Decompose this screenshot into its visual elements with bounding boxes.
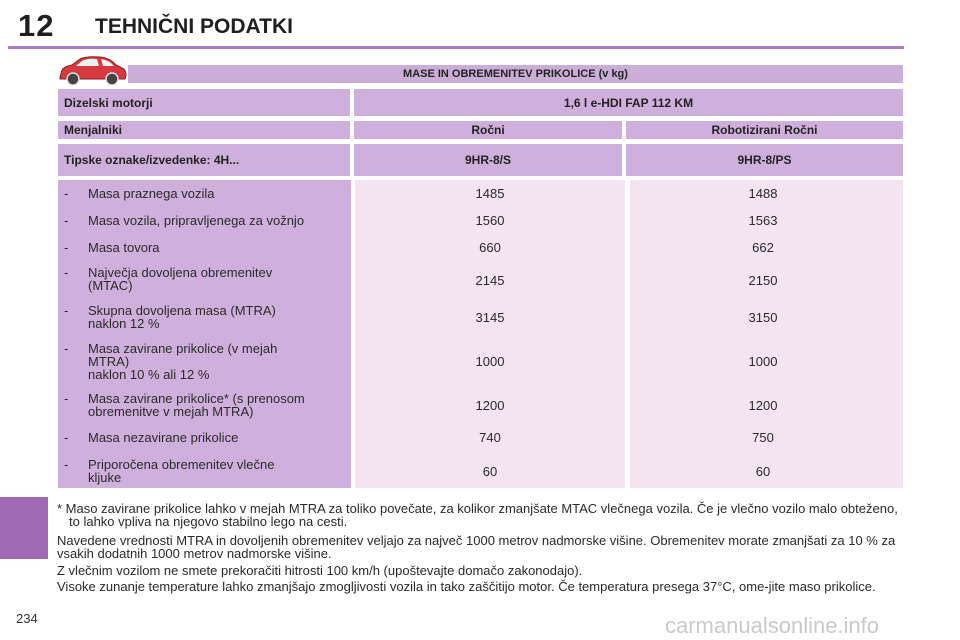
value-cell: 750 xyxy=(752,430,774,445)
list-item: - Masa zavirane prikolice (v mejah MTRA) naklon 10 % ali 12 % xyxy=(64,341,278,382)
mass-labels-column xyxy=(58,180,351,488)
car-icon xyxy=(56,55,128,87)
value-cell: 1560 xyxy=(475,213,505,228)
value-cell: 3145 xyxy=(475,310,505,325)
list-item: - Masa praznega vozila xyxy=(64,186,215,201)
list-item: - Največja dovoljena obremenitev (MTAC) xyxy=(64,265,273,293)
value-cell: 740 xyxy=(479,430,501,445)
gearbox-row xyxy=(58,121,903,139)
engine-row-value: 1,6 l e-HDI FAP 112 KM xyxy=(354,89,903,116)
value-cell: 60 xyxy=(755,464,771,479)
list-item: - Masa tovora xyxy=(64,240,160,255)
value-cell: 1200 xyxy=(748,398,778,413)
value-cell: 662 xyxy=(752,240,774,255)
value-cell: 1200 xyxy=(475,398,505,413)
gearbox-col1: Ročni xyxy=(354,121,622,139)
paragraph-altitude: Navedene vrednosti MTRA in dovoljenih obremenitev veljajo za največ 1000 metrov nadmorske višine. Obremenitev morate zmanjšati za 10 % za vsakih dodatnih 1000 metrov nadmorske višine. xyxy=(57,533,896,561)
chapter-title: TEHNIČNI PODATKI xyxy=(95,15,293,38)
chapter-side-tab xyxy=(0,497,48,559)
list-item: - Masa nezavirane prikolice xyxy=(64,430,239,445)
type-col1: 9HR-8/S xyxy=(354,144,622,176)
mass-values-area xyxy=(355,180,903,488)
paragraph-speed: Z vlečnim vozilom ne smete prekoračiti hitrosti 100 km/h (upoštevajte domačo zakonodajo). xyxy=(57,563,583,578)
value-cell: 2150 xyxy=(748,273,778,288)
page-number: 234 xyxy=(16,611,38,626)
list-item: - Masa vozila, pripravljenega za vožnjo xyxy=(64,213,305,228)
engine-row-label: Dizelski motorji xyxy=(58,89,350,116)
mass-table-body xyxy=(58,180,903,488)
value-cell: 1000 xyxy=(475,354,505,369)
engine-row xyxy=(58,89,903,116)
gearbox-col2: Robotizirani Ročni xyxy=(626,121,903,139)
value-cell: 1488 xyxy=(748,186,778,201)
value-cell: 1000 xyxy=(748,354,778,369)
list-item: - Priporočena obremenitev vlečne kljuke xyxy=(64,457,275,485)
table-caption: MASE IN OBREMENITEV PRIKOLICE (v kg) xyxy=(128,65,903,83)
type-row xyxy=(58,144,903,176)
value-cell: 1563 xyxy=(748,213,778,228)
value-cell: 3150 xyxy=(748,310,778,325)
value-cell: 660 xyxy=(479,240,501,255)
chapter-number: 12 xyxy=(18,8,55,43)
type-row-label: Tipske oznake/izvedenke: 4H... xyxy=(58,144,350,176)
value-cell: 2145 xyxy=(475,273,505,288)
list-item: - Skupna dovoljena masa (MTRA) naklon 12 % xyxy=(64,303,276,331)
value-cell: 60 xyxy=(482,464,498,479)
type-col2: 9HR-8/PS xyxy=(626,144,903,176)
footnote: * Maso zavirane prikolice lahko v mejah MTRA za toliko povečate, za kolikor zmanjšate MTAC vlečnega vozila. Če je vlečno vozilo malo obteženo, to lahko vpliva na njegovo stabilno lego na cesti. xyxy=(57,501,898,529)
watermark: carmanualsonline.info xyxy=(665,613,880,638)
gearbox-row-label: Menjalniki xyxy=(58,121,350,139)
paragraph-temperature: Visoke zunanje temperature lahko zmanjšajo zmogljivosti vozila in tako zaščitijo motor. Če temperatura presega 37°C, ome-jite maso prikolice. xyxy=(57,579,876,594)
list-item: - Masa zavirane prikolice* (s prenosom obremenitve v mejah MTRA) xyxy=(64,391,305,419)
value-cell: 1485 xyxy=(475,186,505,201)
header-rule xyxy=(8,46,904,49)
